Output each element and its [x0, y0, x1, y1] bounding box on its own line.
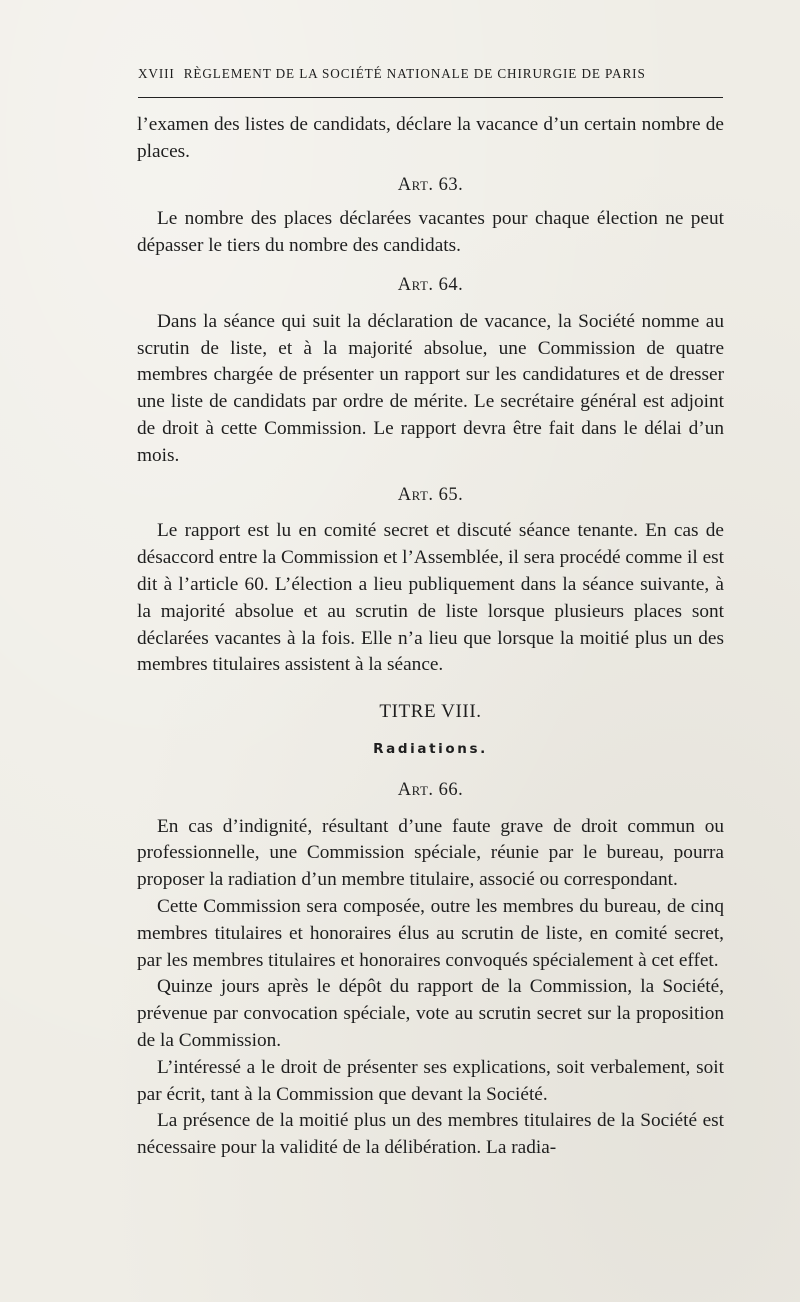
article-label: Art. — [397, 274, 434, 295]
page-number: XVIII — [138, 66, 175, 81]
article-label: Art. — [397, 779, 434, 800]
article-label: Art. — [397, 174, 434, 195]
article-63-text: Le nombre des places déclarées vacantes pour chaque élection ne peut dépasser le tiers du nombre des candidats. — [137, 208, 724, 257]
article-66-paragraph-4: L’intéressé a le droit de présenter ses explications, soit verbalement, soit par écrit, tant à la Commission que devant la Société. — [137, 1056, 724, 1105]
article-64-text: Dans la séance qui suit la déclaration de vacance, la Société nomme au scrutin de liste, et à la majorité absolue, une Commission de quatre membres chargée de présenter un rapport sur les candidatures et de dresser une liste de candidats par ordre de mérite. Le secrétaire général est adjoint de droit à cette Commission. Le rapport devra être fait dans le délai d’un mois. — [137, 310, 724, 466]
running-title: RÈGLEMENT DE LA SOCIÉTÉ NATIONALE DE CHIRURGIE DE PARIS — [183, 66, 646, 81]
header-rule — [138, 97, 723, 98]
article-65-text: Le rapport est lu en comité secret et discuté séance tenante. En cas de désaccord entre la Commission et l’Assemblée, il sera procédé comme il est dit à l’article 60. L’élection a lieu publiquement dans la séance suivante, à la majorité absolue et au scrutin de liste lorsque plusieurs places sont déclarées vacantes à la fois. Elle n’a lieu que lorsque la moitié plus un des membres titulaires assistent à la séance. — [137, 520, 724, 676]
intro-paragraph: l’examen des listes de candidats, déclare la vacance d’un certain nombre de places. — [137, 114, 724, 162]
article-66-paragraph-1: En cas d’indignité, résultant d’une faute grave de droit commun ou professionnelle, une Commission spéciale, réunie par le bureau, pourra proposer la radiation d’un membre titulaire, associé ou correspondant. — [137, 815, 724, 891]
article-66-paragraph-5: La présence de la moitié plus un des membres titulaires de la Société est nécessaire pour la validité de la délibération. La radia- — [137, 1110, 724, 1159]
article-66-paragraph-3: Quinze jours après le dépôt du rapport de la Commission, la Société, prévenue par convocation spéciale, vote au scrutin secret sur la proposition de la Commission. — [137, 976, 724, 1051]
page-body — [137, 112, 724, 1162]
article-number: 64. — [438, 274, 464, 295]
article-66-paragraph-2: Cette Commission sera composée, outre les membres du bureau, de cinq membres titulaires et honoraires élus au scrutin de liste, en comité secret, par les membres titulaires et honoraires convoqués spécialement à cet effet. — [137, 895, 724, 971]
section-title: TITRE VIII. — [379, 701, 482, 723]
article-number: 65. — [438, 484, 464, 505]
article-65-heading — [137, 482, 724, 509]
running-header — [138, 62, 723, 86]
article-64-heading — [137, 272, 724, 299]
article-66-heading — [137, 777, 724, 804]
section-subtitle: Radiations. — [373, 740, 488, 757]
article-number: 66. — [438, 779, 464, 800]
article-number: 63. — [438, 174, 464, 195]
article-63-heading — [137, 172, 724, 199]
article-label: Art. — [397, 484, 434, 505]
